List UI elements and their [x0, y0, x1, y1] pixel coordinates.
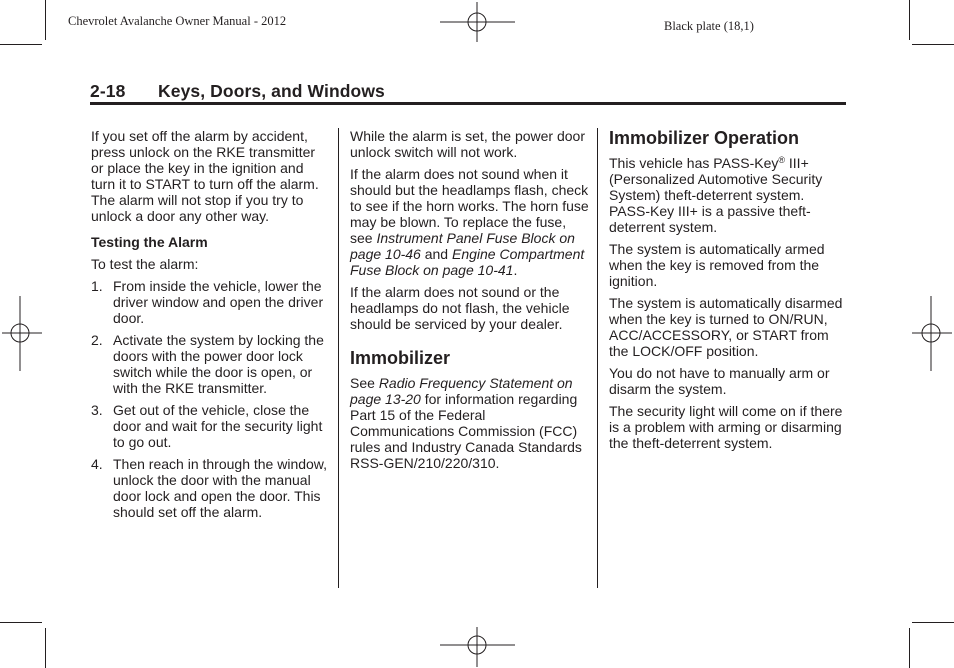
- section-title: Keys, Doors, and Windows: [158, 81, 385, 101]
- registration-mark-top-icon: [440, 2, 515, 42]
- manual-title: Chevrolet Avalanche Owner Manual - 2012: [68, 14, 287, 28]
- alarm-set-paragraph: While the alarm is set, the power door unlock switch will not work.: [350, 128, 585, 160]
- service-paragraph: If the alarm does not sound or the headlamps do not flash, the vehicle should be serviced by your dealer.: [350, 284, 570, 332]
- column-1: [91, 128, 329, 526]
- list-item: 3. Get out of the vehicle, close the door and wait for the security light to go out.: [91, 402, 323, 450]
- list-item: 4. Then reach in through the window, unlock the door with the manual door lock and open the door. This should set off the alarm.: [91, 456, 328, 520]
- registration-mark-right-icon: [912, 296, 952, 371]
- horn-fuse-paragraph: If the alarm does not sound when it should but the headlamps flash, check to see if the horn works. The horn fuse may be blown. To replace the fuse, see Instrument Panel Fuse Block on page 10-46 and Engine Compartment Fuse Block on page 10-41.: [350, 166, 589, 278]
- armed-paragraph: The system is automatically armed when the key is removed from the ignition.: [609, 241, 825, 289]
- radio-frequency-reference: Radio Frequency Statement on page 13-20: [350, 375, 573, 407]
- alarm-intro-paragraph: If you set off the alarm by accident, press unlock on the RKE transmitter or place the key in the ignition and turn it to START to turn off the alarm. The alarm will not stop if you try to unlock a door any other way.: [91, 128, 319, 224]
- page-number: 2-18: [90, 81, 126, 101]
- registration-mark-bottom-icon: [440, 627, 515, 667]
- plate-label: Black plate (18,1): [664, 19, 754, 33]
- column-divider-1: [338, 128, 339, 588]
- testing-alarm-heading: Testing the Alarm: [91, 234, 208, 250]
- test-lead-paragraph: To test the alarm:: [91, 256, 199, 272]
- pass-key-paragraph: This vehicle has PASS-Key® III+ (Personalized Automotive Security System) theft-deterrent system. PASS-Key III+ is a passive theft-deterrent system.: [609, 155, 823, 235]
- disarmed-paragraph: The system is automatically disarmed when the key is turned to ON/RUN, ACC/ACCESSORY, or START from the LOCK/OFF position.: [609, 295, 843, 359]
- column-divider-2: [597, 128, 598, 588]
- manual-arm-paragraph: You do not have to manually arm or disarm the system.: [609, 365, 830, 397]
- column-2: [350, 128, 590, 477]
- column-3: [609, 128, 845, 457]
- list-item: 2. Activate the system by locking the doors with the power door lock switch while the door is open, or with the RKE transmitter.: [91, 332, 324, 396]
- radio-frequency-paragraph: See Radio Frequency Statement on page 13-20 for information regarding Part 15 of the Federal Communications Commission (FCC) rules and Industry Canada Standards RSS-GEN/210/220/310.: [350, 375, 582, 471]
- header-rule: [90, 102, 846, 105]
- engine-fuse-reference: Engine Compartment Fuse Block on page 10-41: [350, 246, 585, 278]
- test-steps-list: [91, 278, 329, 520]
- fuse-block-reference: Instrument Panel Fuse Block on page 10-46: [350, 230, 575, 262]
- immobilizer-operation-heading: Immobilizer Operation: [609, 128, 800, 148]
- registered-mark: ®: [778, 155, 786, 165]
- immobilizer-heading: Immobilizer: [350, 348, 451, 368]
- registration-mark-left-icon: [2, 296, 42, 371]
- list-item: 1. From inside the vehicle, lower the driver window and open the driver door.: [91, 278, 324, 326]
- security-light-paragraph: The security light will come on if there is a problem with arming or disarming the theft-deterrent system.: [609, 403, 843, 451]
